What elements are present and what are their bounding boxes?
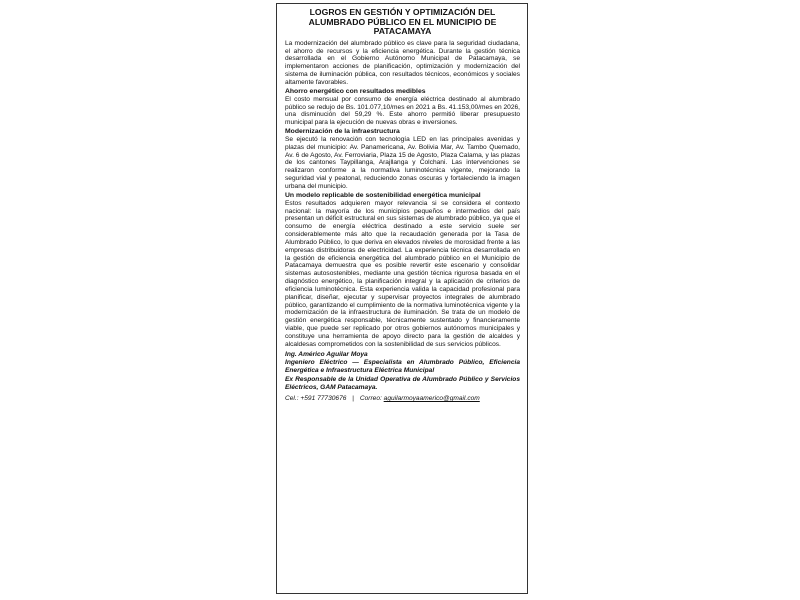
signature-block xyxy=(285,351,520,404)
author-name: Ing. Américo Aguilar Moya xyxy=(285,350,368,358)
intro-paragraph: La modernización del alumbrado público es clave para la seguridad ciudadana, el ahorro de recursos y la eficiencia energética. Durante la gestión técnica desarrollada en el Gobierno Autónomo Municipal de Patacamaya, se implementaron acciones de planificación, optimización y modernización del sistema de iluminación pública, con resultados técnicos, económicos y sociales altamente favorables. xyxy=(285,39,520,86)
section-heading-infrastructure: Modernización de la infraestructura xyxy=(285,128,400,136)
newspaper-ad-box xyxy=(276,3,528,594)
email-label: Correo: xyxy=(359,395,382,403)
contact-separator: | xyxy=(352,395,354,403)
contact-line xyxy=(285,395,520,403)
article-title: LOGROS EN GESTIÓN Y OPTIMIZACIÓN DEL ALUMBRADO PÚBLICO EN EL MUNICIPIO DE PATACAMAYA xyxy=(308,7,497,37)
section-heading-replicable-model: Un modelo replicable de sostenibilidad energética municipal xyxy=(285,191,481,199)
section-body-energy-savings: El costo mensual por consumo de energía eléctrica destinado al alumbrado público se redujo de Bs. 101.077,10/mes en 2021 a Bs. 41.153,00/mes en 2026, una disminución del 59,29 %. Este ahorro permitió liberar presupuesto municipal para la ejecución de nuevas obras e inversiones. xyxy=(285,95,520,127)
email-link[interactable]: aguilarmoyaamerico@gmail.com xyxy=(383,395,480,403)
section-heading-energy-savings: Ahorro energético con resultados medibles xyxy=(285,87,426,95)
author-position: Ex Responsable de la Unidad Operativa de Alumbrado Público y Servicios Eléctricos, GAM Patacamaya. xyxy=(285,376,520,392)
section-body-infrastructure: Se ejecutó la renovación con tecnología LED en las principales avenidas y plazas del municipio: Av. Panamericana, Av. Bolivia Mar, Av. Tambo Quemado, Av. 6 de Agosto, Av. Ferroviaria, Plaza 15 de Agosto, Plaza Calama, y las plazas de los cantones Taypillanga, Arajllanga y Colchani. Las intervenciones se realizaron conforme a la normativa luminotécnica vigente, mejorando la seguridad vial y peatonal, reduciendo zonas oscuras y fortaleciendo la imagen urbana del municipio. xyxy=(285,135,520,190)
phone-number: Cel.: +591 77730676 xyxy=(285,395,347,403)
section-body-replicable-model: Estos resultados adquieren mayor relevancia si se considera el contexto nacional: la mayoría de los municipios pequeños e intermedios del país presentan un déficit estructural en sus sistemas de alumbrado público, ya que el consumo de energía eléctrica destinado a este servicio suele ser considerablemente más alto que la recaudación generada por la Tasa de Alumbrado Público, lo que deriva en elevados niveles de morosidad frente a las empresas distribuidoras de electricidad. La experiencia técnica desarrollada en la gestión de eficiencia energética del alumbrado público en el Municipio de Patacamaya demuestra que es posible revertir este escenario y consolidar sistemas autosostenibles, mediante una gestión técnica rigurosa basada en el diagnóstico energético, la planificación integral y la aplicación de criterios de eficiencia luminotécnica. Esta experiencia valida la capacidad profesional para planificar, diseñar, ejecutar y supervisar proyectos integrales de alumbrado público, garantizando el cumplimiento de la normativa luminotécnica vigente y la modernización de la infraestructura de iluminación. Se trata de un modelo de gestión energética responsable, técnicamente sustentado y financieramente viable, que puede ser replicado por otros gobiernos autónomos municipales y constituye una herramienta de apoyo directo para la gestión de alcaldes y alcaldesas comprometidos con la sostenibilidad de sus servicios públicos. xyxy=(285,199,520,348)
author-role: Ingeniero Eléctrico — Especialista en Alumbrado Público, Eficiencia Energética e Infraestructura Eléctrica Municipal xyxy=(285,358,520,374)
